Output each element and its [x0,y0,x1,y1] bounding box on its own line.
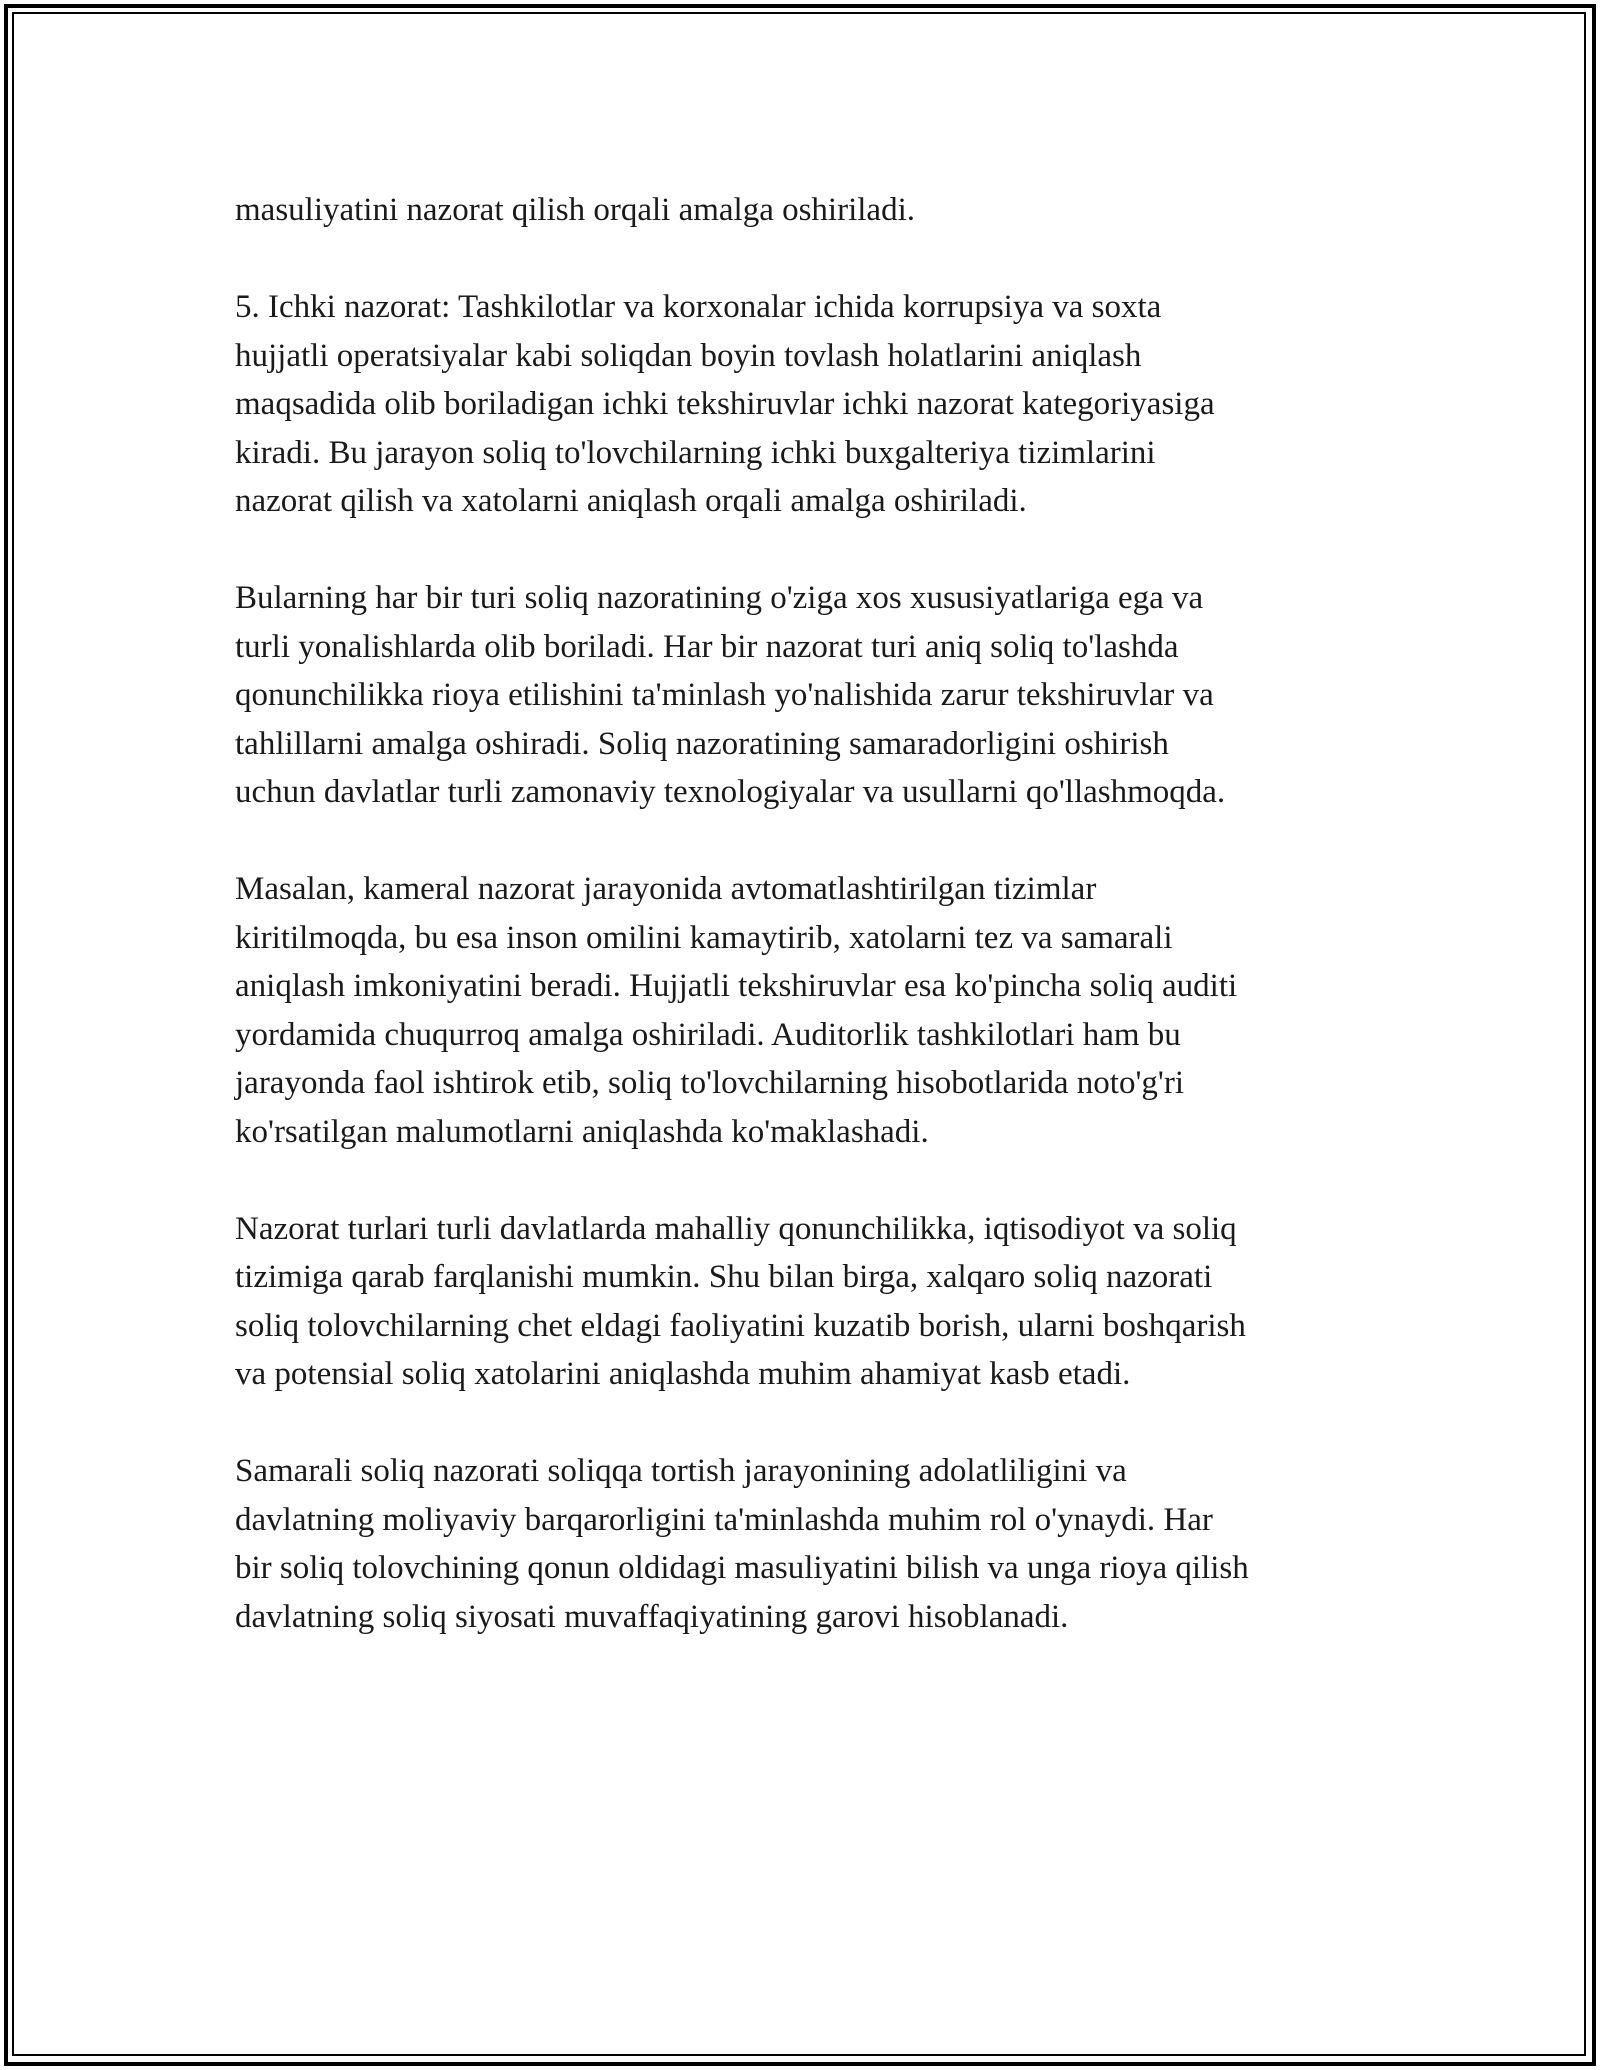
text-line: maqsadida olib boriladigan ichki tekshiruvlar ichki nazorat kategoriyasiga [235,386,1215,422]
text-line: yordamida chuqurroq amalga oshiriladi. Auditorlik tashkilotlari ham bu [235,1016,1181,1053]
text-line: ko'rsatilgan malumotlarni aniqlashda ko'maklashadi. [235,1113,929,1150]
text-line: va potensial soliq xatolarini aniqlashda muhim ahamiyat kasb etadi. [235,1356,1131,1392]
paragraph-5 [235,1205,1375,1399]
text-line: qonunchilikka rioya etilishini ta'minlash yo'nalishida zarur tekshiruvlar va [235,677,1214,713]
text-line: Nazorat turlari turli davlatlarda mahalliy qonunchilikka, iqtisodiyot va soliq [235,1210,1237,1247]
text-line: masuliyatini nazorat qilish orqali amalga oshiriladi. [235,192,915,228]
paragraph-1 [235,186,1375,235]
text-line: nazorat qilish va xatolarni aniqlash orqali amalga oshiriladi. [235,483,1027,519]
document-body [235,186,1375,1690]
text-line: Samarali soliq nazorati soliqqa tortish jarayonining adolatliligini va [235,1453,1127,1489]
text-line: hujjatli operatsiyalar kabi soliqdan boyin tovlash holatlarini aniqlash [235,337,1142,374]
text-line: tizimiga qarab farqlanishi mumkin. Shu bilan birga, xalqaro soliq nazorati [235,1259,1213,1295]
text-line: kiritilmoqda, bu esa inson omilini kamaytirib, xatolarni tez va samarali [235,919,1173,956]
text-line: jarayonda faol ishtirok etib, soliq to'lovchilarning hisobotlarida noto'g'ri [235,1065,1184,1101]
paragraph-3 [235,574,1375,817]
text-line: tahlillarni amalga oshiradi. Soliq nazoratining samaradorligini oshirish [235,725,1169,762]
text-line: aniqlash imkoniyatini beradi. Hujjatli tekshiruvlar esa ko'pincha soliq auditi [235,968,1238,1004]
text-line: davlatning soliq siyosati muvaffaqiyatining garovi hisoblanadi. [235,1598,1069,1635]
text-line: kiradi. Bu jarayon soliq to'lovchilarning ichki buxgalteriya tizimlarini [235,434,1156,471]
text-line: 5. Ichki nazorat: Tashkilotlar va korxonalar ichida korrupsiya va soxta [235,289,1162,325]
text-line: turli yonalishlarda olib boriladi. Har bir nazorat turi aniq soliq to'lashda [235,628,1179,665]
text-line: davlatning moliyaviy barqarorligini ta'minlashda muhim rol o'ynaydi. Har [235,1501,1213,1538]
text-line: soliq tolovchilarning chet eldagi faoliyatini kuzatib borish, ularni boshqarish [235,1307,1246,1344]
text-line: Bularning har bir turi soliq nazoratining o'ziga xos xususiyatlariga ega va [235,580,1204,616]
text-line: uchun davlatlar turli zamonaviy texnologiyalar va usullarni qo'llashmoqda. [235,774,1226,810]
paragraph-6 [235,1447,1375,1641]
text-line: bir soliq tolovchining qonun oldidagi masuliyatini bilish va unga rioya qilish [235,1550,1249,1586]
paragraph-4 [235,865,1375,1156]
text-line: Masalan, kameral nazorat jarayonida avtomatlashtirilgan tizimlar [235,871,1097,907]
paragraph-2 [235,283,1375,526]
